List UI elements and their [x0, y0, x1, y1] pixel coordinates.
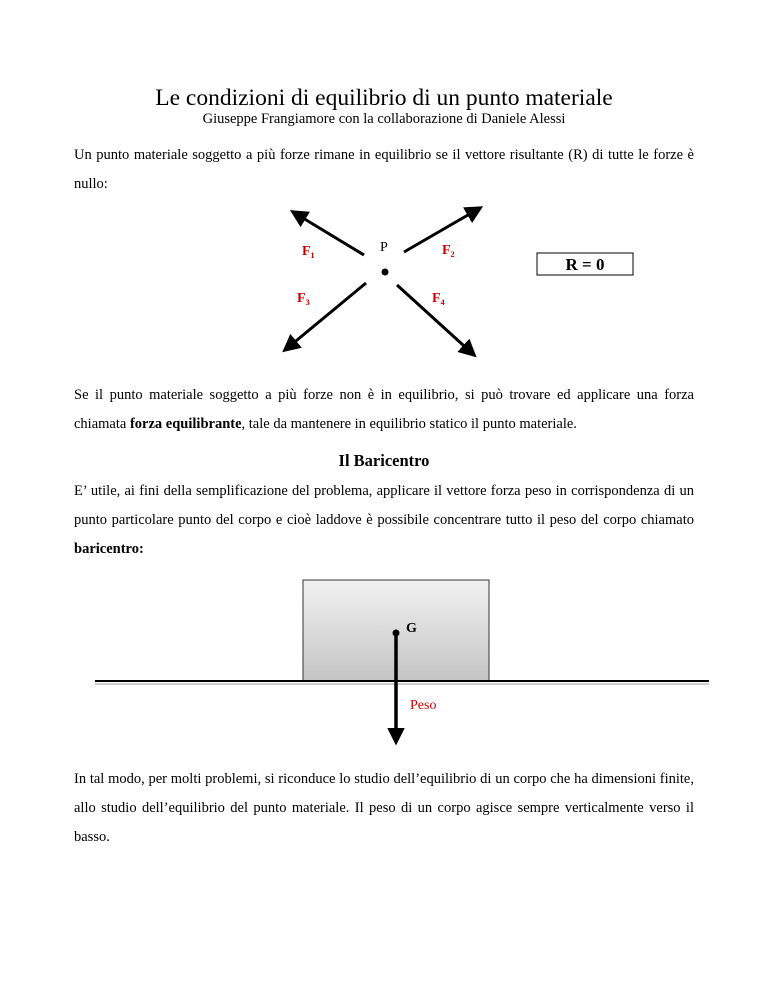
intro-paragraph: Un punto materiale soggetto a più forze rimane in equilibrio se il vettore risultante (R) di tutte le forze è nullo: — [74, 147, 694, 192]
conclusion-paragraph: In tal modo, per molti problemi, si riconduce lo studio dell’equilibrio di un corpo che ha dimensioni finite, allo studio dell’equilibrio del punto materiale. Il peso di un corpo agisce sempre verticalmente verso il basso. — [74, 771, 694, 845]
equilibrant-paragraph: Se il punto materiale soggetto a più forze non è in equilibrio, si può trovare ed applicare una forza chiamata forza equilibrante, tale da mantenere in equilibrio statico il punto materiale. — [74, 387, 694, 432]
equilibrant-term: forza equilibrante — [129, 416, 242, 432]
force-label-f2: F₂ — [442, 243, 455, 258]
point-p-label: P — [380, 240, 388, 255]
baricentro-term: baricentro: — [74, 541, 144, 557]
page-title: Le condizioni di equilibrio di un punto materiale — [155, 85, 613, 111]
result-box-label: R = 0 — [565, 255, 605, 274]
page-subtitle: Giuseppe Frangiamore con la collaborazione di Daniele Alessi — [202, 111, 566, 127]
weight-label: Peso — [410, 698, 437, 713]
force-label-f4: F₄ — [432, 291, 445, 306]
section-heading-baricentro: Il Baricentro — [338, 451, 430, 470]
force-label-f1: F₁ — [302, 244, 315, 259]
force-label-f3: F₃ — [297, 291, 310, 306]
baricentro-paragraph: E’ utile, ai fini della semplificazione del problema, applicare il vettore forza peso in corrispondenza di un punto particolare punto del corpo e cioè laddove è possibile concentrare tutto il peso del corpo chiamato baricentro: — [74, 483, 694, 557]
barycenter-label: G — [406, 621, 417, 636]
